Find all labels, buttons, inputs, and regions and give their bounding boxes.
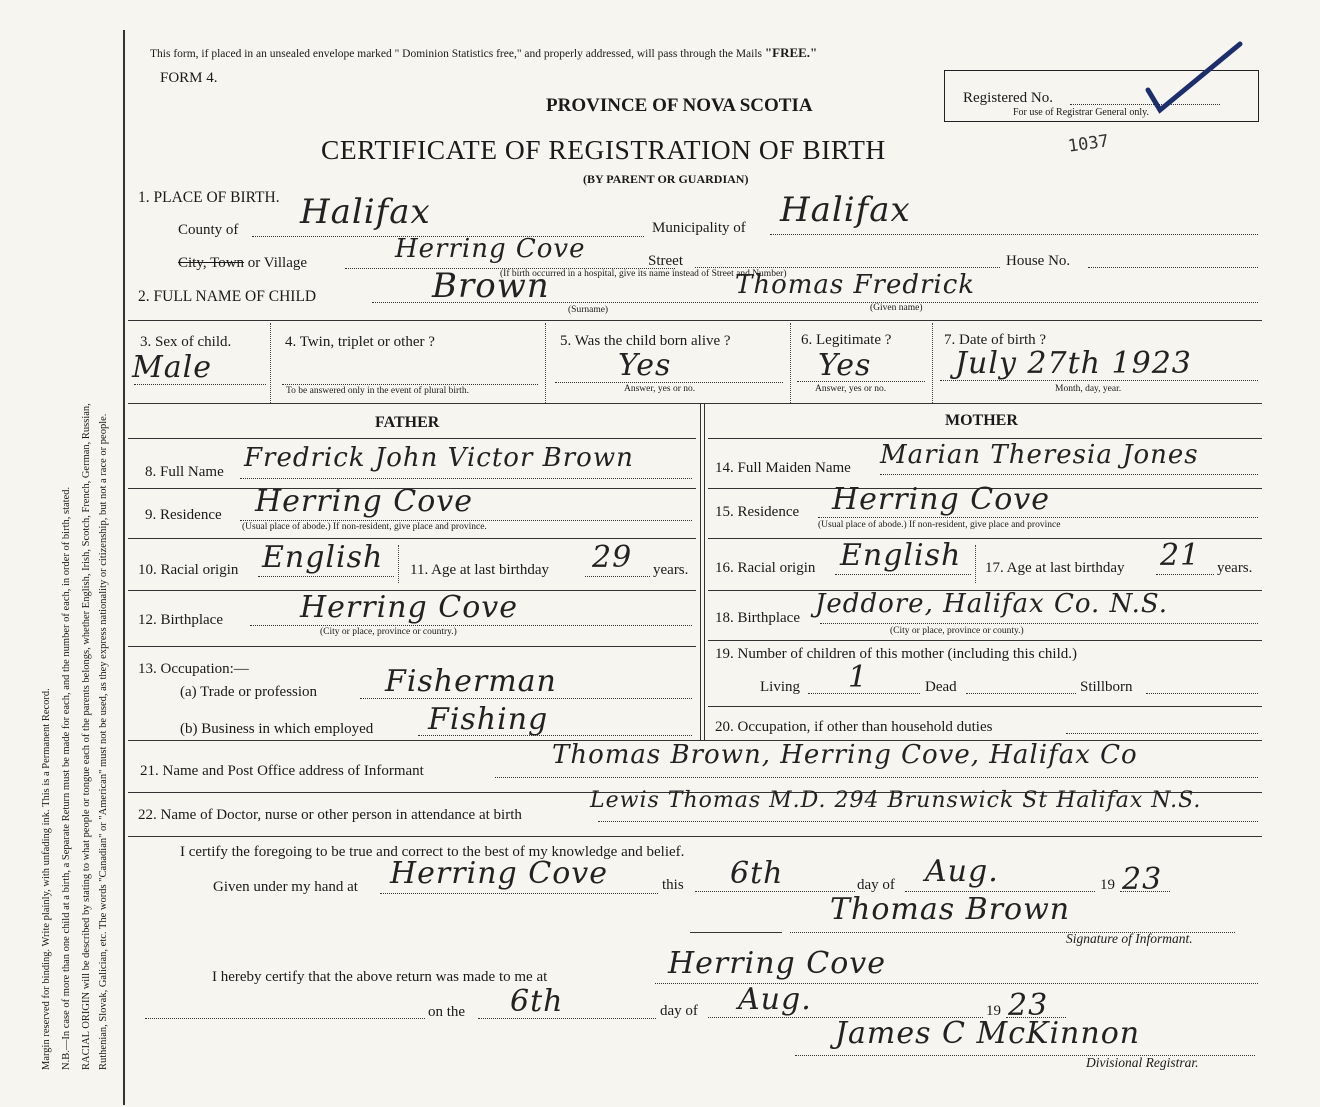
father-years-label: years.	[653, 562, 689, 578]
margin-note-racial-2: Ruthenian, Slovak, Galician, etc. The words "Canadian" or "American" must not be used, as they express nationality or citizenship, but not a race or people.	[98, 413, 109, 1070]
mail-notice	[150, 45, 817, 61]
given-year-prefix: 19	[1100, 877, 1115, 893]
divisional-registrar-label: Divisional Registrar.	[1086, 1055, 1199, 1070]
alive-label: 5. Was the child born alive ?	[560, 333, 731, 349]
mother-racial-value: English	[840, 538, 962, 573]
legitimate-label: 6. Legitimate ?	[801, 332, 892, 348]
mother-years-label: years.	[1217, 560, 1253, 576]
mother-racial-label: 16. Racial origin	[715, 560, 816, 576]
mother-residence-value: Herring Cove	[832, 482, 1050, 517]
father-age-label: 11. Age at last birthday	[410, 562, 549, 578]
registered-label: Registered No.	[963, 90, 1053, 106]
county-value: Halifax	[300, 192, 431, 232]
father-age-value: 29	[592, 540, 633, 575]
legitimate-value: Yes	[818, 348, 872, 383]
village-value: Herring Cove	[395, 234, 586, 264]
informant-signature-label: Signature of Informant.	[1066, 931, 1193, 946]
father-trade-value: Fisherman	[385, 664, 557, 699]
given-year-value: 23	[1122, 862, 1163, 897]
registered-note: For use of Registrar General only.	[1013, 107, 1149, 118]
registrar-day-of-label: day of	[660, 1003, 698, 1019]
mother-birthplace-value: Jeddore, Halifax Co. N.S.	[815, 589, 1169, 619]
child-given-value: Thomas Fredrick	[735, 270, 976, 300]
alive-note: Answer, yes or no.	[624, 384, 696, 394]
mother-age-value: 21	[1160, 538, 1201, 573]
alive-value: Yes	[618, 348, 672, 383]
form-number: FORM 4.	[160, 70, 218, 86]
margin-notes	[0, 0, 130, 1107]
father-residence-label: 9. Residence	[145, 507, 222, 523]
margin-note-nb: N.B.—In case of more than one child at a birth, a Separate Return must be made for each, and the number of each, in order of birth, stated.	[61, 486, 72, 1070]
registrar-year-value: 23	[1008, 988, 1049, 1023]
twin-label: 4. Twin, triplet or other ?	[285, 334, 435, 350]
informant-value: Thomas Brown, Herring Cove, Halifax Co	[552, 740, 1138, 770]
checkmark-icon	[1140, 38, 1250, 118]
child-surname-value: Brown	[432, 266, 550, 306]
mother-birthplace-label: 18. Birthplace	[715, 610, 800, 626]
registrar-year-prefix: 19	[986, 1003, 1001, 1019]
doctor-value: Lewis Thomas M.D. 294 Brunswick St Halifax N.S.	[590, 788, 1202, 813]
registrar-place-value: Herring Cove	[668, 946, 886, 981]
mother-age-label: 17. Age at last birthday	[985, 560, 1125, 576]
informant-signature: Thomas Brown	[830, 892, 1071, 927]
city-town-label	[178, 255, 307, 272]
given-day-value: 6th	[730, 856, 784, 891]
certify-text: I certify the foregoing to be true and correct to the best of my knowledge and belief.	[180, 844, 685, 860]
margin-note-binding: Margin reserved for binding. Write plainly, with unfading ink. This is a Permanent Record.	[41, 688, 52, 1070]
living-label: Living	[760, 679, 800, 695]
hospital-note: (If birth occurred in a hospital, give its name instead of Street and Number)	[500, 269, 787, 279]
dob-label: 7. Date of birth ?	[944, 332, 1047, 348]
child-name-label: 2. FULL NAME OF CHILD	[138, 288, 317, 305]
father-occupation-label: 13. Occupation:—	[138, 661, 249, 677]
doctor-label: 22. Name of Doctor, nurse or other person in attendance at birth	[138, 807, 522, 823]
dob-value: July 27th 1923	[955, 346, 1192, 381]
province-title: PROVINCE OF NOVA SCOTIA	[546, 95, 813, 116]
this-label: this	[662, 877, 684, 893]
sex-label: 3. Sex of child.	[140, 334, 232, 350]
street-label: Street	[648, 253, 683, 269]
father-heading: FATHER	[375, 414, 440, 431]
given-under-label: Given under my hand at	[213, 879, 358, 895]
father-birthplace-note: (City or place, province or country.)	[320, 627, 457, 637]
mother-children-label: 19. Number of children of this mother (including this child.)	[715, 646, 1078, 662]
given-place-value: Herring Cove	[390, 856, 608, 891]
dead-label: Dead	[925, 679, 957, 695]
margin-rule	[123, 30, 125, 1105]
given-note: (Given name)	[870, 303, 923, 313]
mother-occupation-label: 20. Occupation, if other than household duties	[715, 719, 993, 735]
father-name-label: 8. Full Name	[145, 464, 224, 480]
surname-note: (Surname)	[568, 305, 609, 315]
father-residence-value: Herring Cove	[255, 484, 473, 519]
mail-notice-free: "FREE."	[764, 45, 818, 60]
father-name-value: Fredrick John Victor Brown	[244, 443, 634, 473]
certificate-subtitle: (BY PARENT OR GUARDIAN)	[583, 172, 749, 186]
stamp-number: 1037	[1066, 131, 1111, 157]
father-birthplace-value: Herring Cove	[300, 590, 518, 625]
father-business-label: (b) Business in which employed	[180, 721, 374, 737]
twin-note: To be answered only in the event of plural birth.	[286, 386, 469, 396]
dob-note: Month, day, year.	[1055, 384, 1122, 394]
city-town-struck: City, Town	[178, 255, 245, 271]
place-of-birth-label: 1. PLACE OF BIRTH.	[138, 189, 280, 206]
mother-residence-note: (Usual place of abode.) If non-resident, give place and province	[818, 520, 1061, 530]
informant-label: 21. Name and Post Office address of Informant	[140, 763, 424, 779]
father-trade-label: (a) Trade or profession	[180, 684, 318, 700]
mail-notice-text: This form, if placed in an unsealed envelope marked " Dominion Statistics free," and properly addressed, will pass through the Mails	[150, 48, 765, 60]
father-business-value: Fishing	[428, 702, 549, 737]
father-birthplace-label: 12. Birthplace	[138, 612, 223, 628]
municipality-value: Halifax	[780, 190, 911, 230]
registrar-month-value: Aug.	[738, 982, 812, 1017]
village-label: or Village	[247, 255, 308, 271]
mother-name-label: 14. Full Maiden Name	[715, 460, 851, 476]
registrar-text: I hereby certify that the above return was made to me at	[212, 969, 548, 985]
living-value: 1	[848, 660, 869, 695]
registrar-day-value: 6th	[510, 984, 564, 1019]
mother-residence-label: 15. Residence	[715, 504, 800, 520]
house-no-label: House No.	[1006, 253, 1071, 269]
mother-heading: MOTHER	[945, 412, 1018, 429]
municipality-label: Municipality of	[652, 220, 746, 236]
mother-name-value: Marian Theresia Jones	[880, 440, 1199, 470]
stillborn-label: Stillborn	[1080, 679, 1133, 695]
sex-value: Male	[132, 350, 212, 385]
given-day-of-label: day of	[857, 877, 895, 893]
margin-note-racial: RACIAL ORIGIN will be described by stating to what people or tongue each of the parents belongs, whether English, Irish, Scotch, French, German, Russian,	[81, 403, 92, 1070]
certificate-title: CERTIFICATE OF REGISTRATION OF BIRTH	[321, 134, 886, 165]
father-racial-label: 10. Racial origin	[138, 562, 239, 578]
legitimate-note: Answer, yes or no.	[815, 384, 887, 394]
mother-birthplace-note: (City or place, province or county.)	[890, 626, 1024, 636]
father-racial-value: English	[262, 540, 384, 575]
registrar-signature: James C McKinnon	[835, 1016, 1141, 1051]
given-month-value: Aug.	[925, 854, 999, 889]
father-residence-note: (Usual place of abode.) If non-resident, give place and province.	[242, 522, 487, 532]
county-label: County of	[178, 222, 239, 238]
on-the-label: on the	[428, 1004, 466, 1020]
